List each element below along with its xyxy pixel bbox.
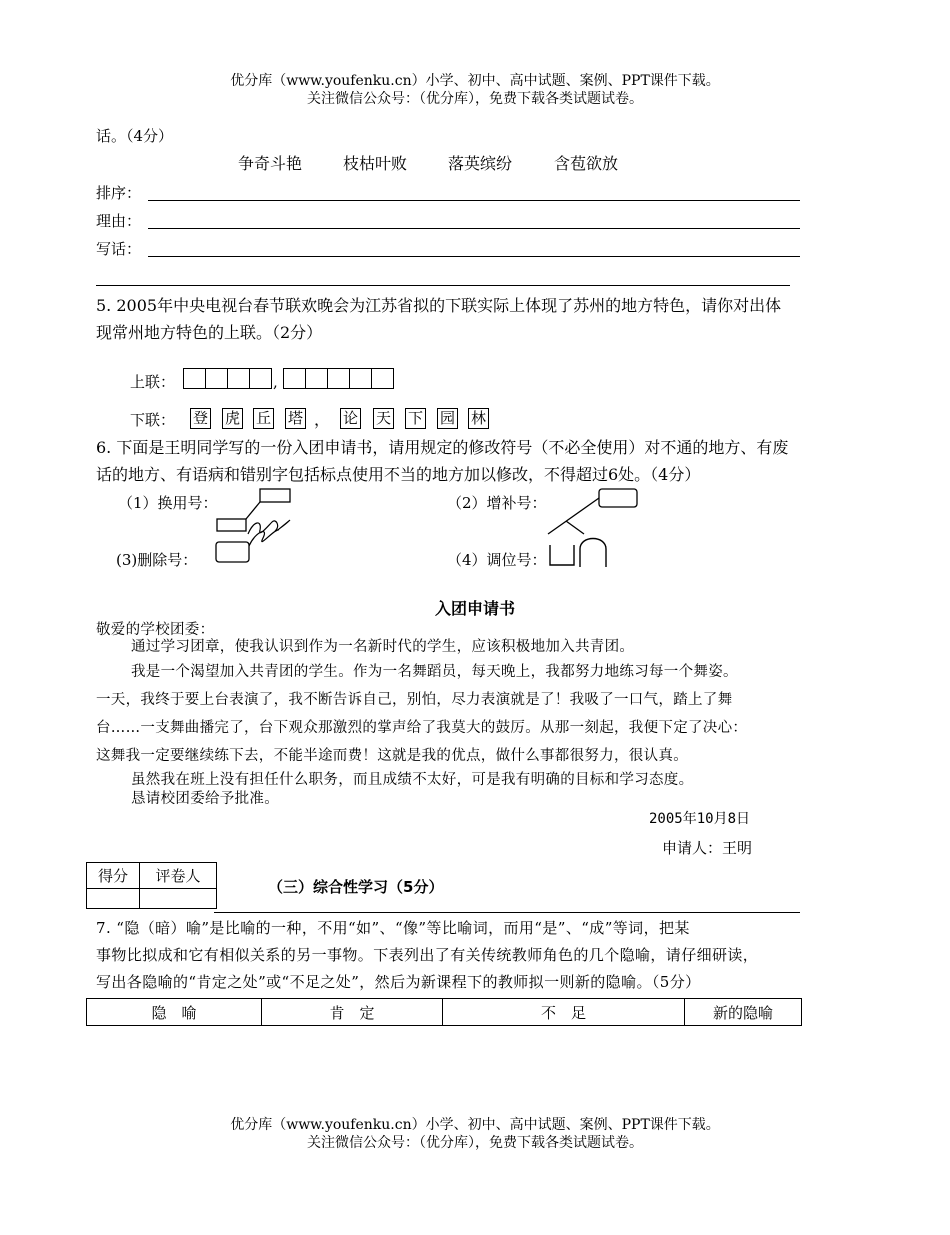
- score-cell[interactable]: [87, 889, 140, 909]
- symbol-replace-label: （1）换用号：: [118, 494, 218, 512]
- symbol-insert-label: （2）增补号：: [447, 494, 547, 512]
- q4-label-order: 排序：: [96, 184, 142, 202]
- answer-line-order[interactable]: [148, 200, 800, 201]
- lower-char: 虎: [222, 408, 243, 429]
- letter-signature: 申请人：王明: [662, 839, 753, 857]
- letter-p2-line1: 我是一个渴望加入共青团的学生。作为一名舞蹈员，每天晚上，我都努力地练习每一个舞姿。: [131, 664, 738, 680]
- grader-cell[interactable]: [140, 889, 217, 909]
- header-line-1: 优分库（www.youfenku.cn）小学、初中、高中试题、案例、PPT课件下载。: [230, 73, 720, 89]
- char-box[interactable]: [283, 368, 306, 389]
- q5-text-1: 5. 2005年中央电视台春节联欢晚会为江苏省拟的下联实际上体现了苏州的地方特色，请你对出体: [96, 296, 782, 315]
- q7-text-3: 写出各隐喻的“肯定之处”或“不足之处”，然后为新课程下的教师拟一则新的隐喻。（5分）: [96, 973, 701, 991]
- table-header-metaphor: 隐 喻: [87, 999, 262, 1026]
- footer-line-1: 优分库（www.youfenku.cn）小学、初中、高中试题、案例、PPT课件下载。: [230, 1117, 720, 1133]
- q5-upper-comma: ,: [273, 373, 278, 391]
- q4-word-2: 枝枯叶败: [343, 154, 408, 173]
- table-header-new-metaphor: 新的隐喻: [685, 999, 802, 1026]
- q4-label-write: 写话：: [96, 240, 142, 258]
- char-box[interactable]: [183, 368, 206, 389]
- score-box: [86, 862, 217, 909]
- char-box[interactable]: [227, 368, 250, 389]
- lower-char: 林: [468, 408, 489, 429]
- table-header-positive: 肯 定: [262, 999, 443, 1026]
- lower-char: 论: [340, 408, 361, 429]
- lower-char: 下: [405, 408, 426, 429]
- char-box[interactable]: [327, 368, 350, 389]
- swap-mark-icon: [544, 537, 614, 571]
- q4-tail: 话。（4分）: [96, 127, 174, 145]
- q7-text-2: 事物比拟成和它有相似关系的另一事物。下表列出了有关传统教师角色的几个隐喻，请仔细研读，: [96, 946, 759, 964]
- q4-label-reason: 理由：: [96, 212, 142, 230]
- section3-title: （三）综合性学习（5分）: [268, 878, 444, 896]
- char-box[interactable]: [349, 368, 372, 389]
- q6-text-1: 6. 下面是王明同学写的一份入团申请书，请用规定的修改符号（不必全使用）对不通的地方、有废: [96, 438, 789, 457]
- lower-char: 登: [190, 408, 211, 429]
- symbol-delete-label: (3)删除号：: [116, 551, 198, 569]
- q5-lower-comma: ，: [314, 410, 331, 429]
- char-box[interactable]: [205, 368, 228, 389]
- letter-date: 2005年10月8日: [649, 811, 751, 827]
- header-line-2: 关注微信公众号：（优分库），免费下载各类试题试卷。: [307, 91, 643, 107]
- char-box[interactable]: [249, 368, 272, 389]
- letter-p2-line3: 台……一支舞曲播完了，台下观众那激烈的掌声给了我莫大的鼓厉。从那一刻起，我便下定了决心：: [96, 720, 748, 736]
- metaphor-table: [86, 998, 802, 1026]
- lower-char: 丘: [253, 408, 274, 429]
- letter-p2-line4: 这舞我一定要继续练下去，不能半途而费！这就是我的优点，做什么事都很努力，很认真。: [96, 748, 688, 764]
- letter-salutation: 敬爱的学校团委：: [96, 622, 215, 638]
- q6-text-2: 话的地方、有语病和错别字包括标点使用不当的地方加以修改，不得超过6处。（4分）: [96, 465, 701, 484]
- lower-char: 园: [437, 408, 458, 429]
- insert-mark-icon: [540, 486, 650, 541]
- letter-title: 入团申请书: [434, 599, 515, 618]
- q4-word-4: 含苞欲放: [554, 154, 619, 173]
- q4-word-3: 落英缤纷: [448, 154, 513, 173]
- letter-p2-line2: 一天，我终于要上台表演了，我不断告诉自己，别怕，尽力表演就是了！我吸了一口气，踏上了舞: [96, 692, 733, 708]
- grader-label: 评卷人: [140, 863, 217, 889]
- char-box[interactable]: [305, 368, 328, 389]
- letter-p4: 恳请校团委给予批准。: [131, 791, 279, 807]
- lower-char: 天: [373, 408, 394, 429]
- symbol-swap-label: （4）调位号：: [447, 551, 547, 569]
- q5-upper-label: 上联：: [130, 373, 176, 391]
- letter-p1: 通过学习团章，使我认识到作为一名新时代的学生，应该积极地加入共青团。: [131, 639, 635, 655]
- answer-line-write-2[interactable]: [96, 285, 790, 286]
- q4-word-1: 争奇斗艳: [238, 154, 303, 173]
- lower-char: 塔: [285, 408, 306, 429]
- q7-text-1: 7. “隐（暗）喻”是比喻的一种，不用“如”、“像”等比喻词，而用“是”、“成”等词，把某: [96, 919, 690, 937]
- section-divider: [214, 912, 800, 913]
- score-label: 得分: [87, 863, 140, 889]
- q5-text-2: 现常州地方特色的上联。（2分）: [96, 323, 323, 342]
- answer-line-reason[interactable]: [148, 228, 800, 229]
- footer-line-2: 关注微信公众号：（优分库），免费下载各类试题试卷。: [307, 1135, 643, 1151]
- answer-line-write-1[interactable]: [148, 256, 800, 257]
- q5-lower-label: 下联：: [130, 411, 176, 429]
- table-header-negative: 不 足: [443, 999, 685, 1026]
- letter-p3: 虽然我在班上没有担任什么职务，而且成绩不太好，可是我有明确的目标和学习态度。: [131, 772, 694, 788]
- delete-mark-icon: [213, 516, 283, 568]
- char-box[interactable]: [371, 368, 394, 389]
